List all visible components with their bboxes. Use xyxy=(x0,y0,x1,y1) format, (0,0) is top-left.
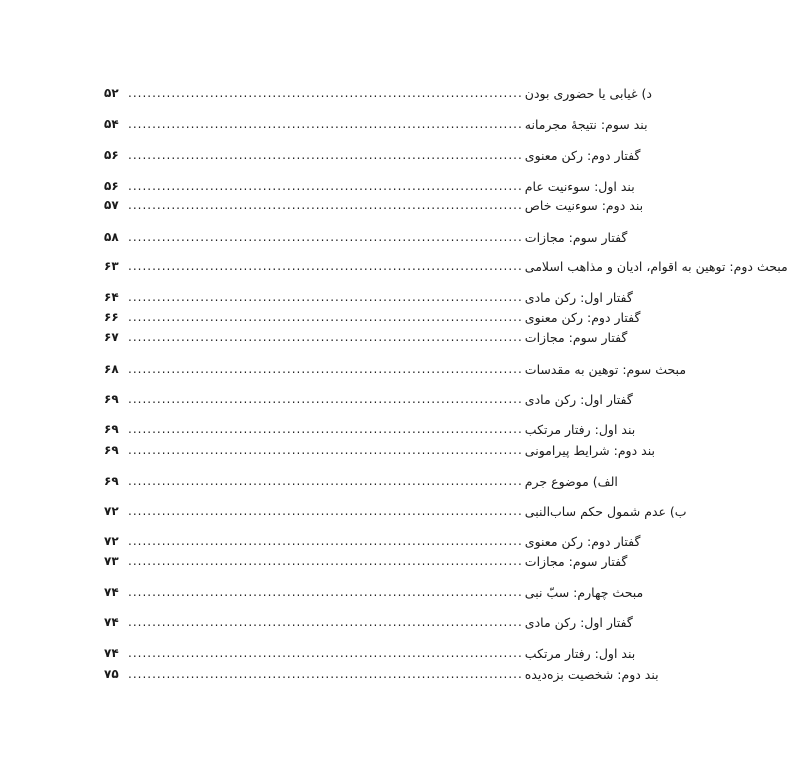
toc-entry xyxy=(104,389,633,409)
page-number: ۷۵ xyxy=(104,667,119,681)
dot-leader: .................................................................................. xyxy=(128,392,523,406)
dot-leader: .................................................................................. xyxy=(128,667,523,681)
toc-entry xyxy=(104,83,652,103)
entry-title: مبحث چهارم: سبّ نبی xyxy=(524,584,644,600)
toc-entry xyxy=(104,612,633,632)
page-number: ۶۳ xyxy=(104,259,119,273)
dot-leader: .................................................................................. xyxy=(128,86,523,100)
entry-title: مبحث سوم: توهین به مقدسات xyxy=(524,361,687,377)
dot-leader: .................................................................................. xyxy=(128,646,523,660)
toc-entry xyxy=(104,419,636,439)
toc-entry xyxy=(104,114,648,134)
page-number: ۵۶ xyxy=(104,179,119,193)
entry-title: گفتار دوم: رکن معنوی xyxy=(524,309,641,325)
dot-leader: .................................................................................. xyxy=(128,362,523,376)
entry-title: الف) موضوع جرم xyxy=(524,473,618,489)
page-number: ۶۹ xyxy=(104,443,119,457)
page-number: ۶۸ xyxy=(104,362,119,376)
entry-title: بند اول: سوءنیت عام xyxy=(524,178,635,194)
dot-leader: .................................................................................. xyxy=(128,259,523,273)
entry-title: بند سوم: نتیجهٔ مجرمانه xyxy=(524,116,648,132)
toc-entry xyxy=(104,582,644,602)
entry-title: بند دوم: شرایط پیرامونی xyxy=(524,442,655,458)
dot-leader: .................................................................................. xyxy=(128,310,523,324)
dot-leader: .................................................................................. xyxy=(128,330,523,344)
page-number: ۶۹ xyxy=(104,474,119,488)
page-number: ۵۲ xyxy=(104,86,119,100)
page-number: ۵۶ xyxy=(104,148,119,162)
entry-title: بند دوم: سوءنیت خاص xyxy=(524,197,644,213)
page-number: ۷۳ xyxy=(104,554,119,568)
dot-leader: .................................................................................. xyxy=(128,585,523,599)
toc-entry xyxy=(104,440,655,460)
page-number: ۷۲ xyxy=(104,534,119,548)
toc-entry xyxy=(104,327,628,347)
page-number: ۶۹ xyxy=(104,392,119,406)
toc-entry xyxy=(104,643,636,663)
toc-entry xyxy=(104,359,687,379)
toc-entry xyxy=(104,501,687,521)
dot-leader: .................................................................................. xyxy=(128,534,523,548)
entry-title: گفتار اول: رکن مادی xyxy=(524,289,633,305)
dot-leader: .................................................................................. xyxy=(128,179,523,193)
dot-leader: .................................................................................. xyxy=(128,422,523,436)
toc-entry xyxy=(104,227,628,247)
dot-leader: .................................................................................. xyxy=(128,554,523,568)
toc-entry xyxy=(104,531,641,551)
entry-title: ب) عدم شمول حکم ساب‌النبی xyxy=(524,503,687,519)
page-number: ۷۴ xyxy=(104,615,119,629)
dot-leader: .................................................................................. xyxy=(128,198,523,212)
dot-leader: .................................................................................. xyxy=(128,148,523,162)
toc-entry xyxy=(104,664,659,684)
entry-title: گفتار اول: رکن مادی xyxy=(524,614,633,630)
toc-entry xyxy=(104,145,641,165)
page-number: ۵۸ xyxy=(104,230,119,244)
toc-entry xyxy=(104,471,618,491)
dot-leader: .................................................................................. xyxy=(128,474,523,488)
entry-title: بند اول: رفتار مرتکب xyxy=(524,421,636,437)
entry-title: بند دوم: شخصیت بزه‌دیده xyxy=(524,666,659,682)
page-number: ۷۲ xyxy=(104,504,119,518)
entry-title: گفتار دوم: رکن معنوی xyxy=(524,147,641,163)
entry-title: گفتار اول: رکن مادی xyxy=(524,391,633,407)
page-number: ۶۷ xyxy=(104,330,119,344)
toc-entry xyxy=(104,195,644,215)
dot-leader: .................................................................................. xyxy=(128,443,523,457)
page-number: ۶۹ xyxy=(104,422,119,436)
dot-leader: .................................................................................. xyxy=(128,615,523,629)
page-number: ۶۶ xyxy=(104,310,119,324)
page-number: ۵۴ xyxy=(104,117,119,131)
toc-entry xyxy=(104,176,635,196)
entry-title: گفتار سوم: مجازات xyxy=(524,229,628,245)
entry-title: گفتار سوم: مجازات xyxy=(524,329,628,345)
dot-leader: .................................................................................. xyxy=(128,504,523,518)
entry-title: گفتار سوم: مجازات xyxy=(524,553,628,569)
entry-title: بند اول: رفتار مرتکب xyxy=(524,645,636,661)
page-number: ۶۴ xyxy=(104,290,119,304)
dot-leader: .................................................................................. xyxy=(128,117,523,131)
dot-leader: .................................................................................. xyxy=(128,230,523,244)
toc-entry xyxy=(104,307,641,327)
toc-entry xyxy=(104,551,628,571)
entry-title: مبحث دوم: توهین به اقوام، ادیان و مذاهب اسلامی xyxy=(524,258,788,274)
page-number: ۵۷ xyxy=(104,198,119,212)
toc-entry xyxy=(104,256,788,276)
page-number: ۷۴ xyxy=(104,646,119,660)
page-number: ۷۴ xyxy=(104,585,119,599)
entry-title: د) غیابی یا حضوری بودن xyxy=(524,85,652,101)
dot-leader: .................................................................................. xyxy=(128,290,523,304)
toc-entry xyxy=(104,287,633,307)
entry-title: گفتار دوم: رکن معنوی xyxy=(524,533,641,549)
